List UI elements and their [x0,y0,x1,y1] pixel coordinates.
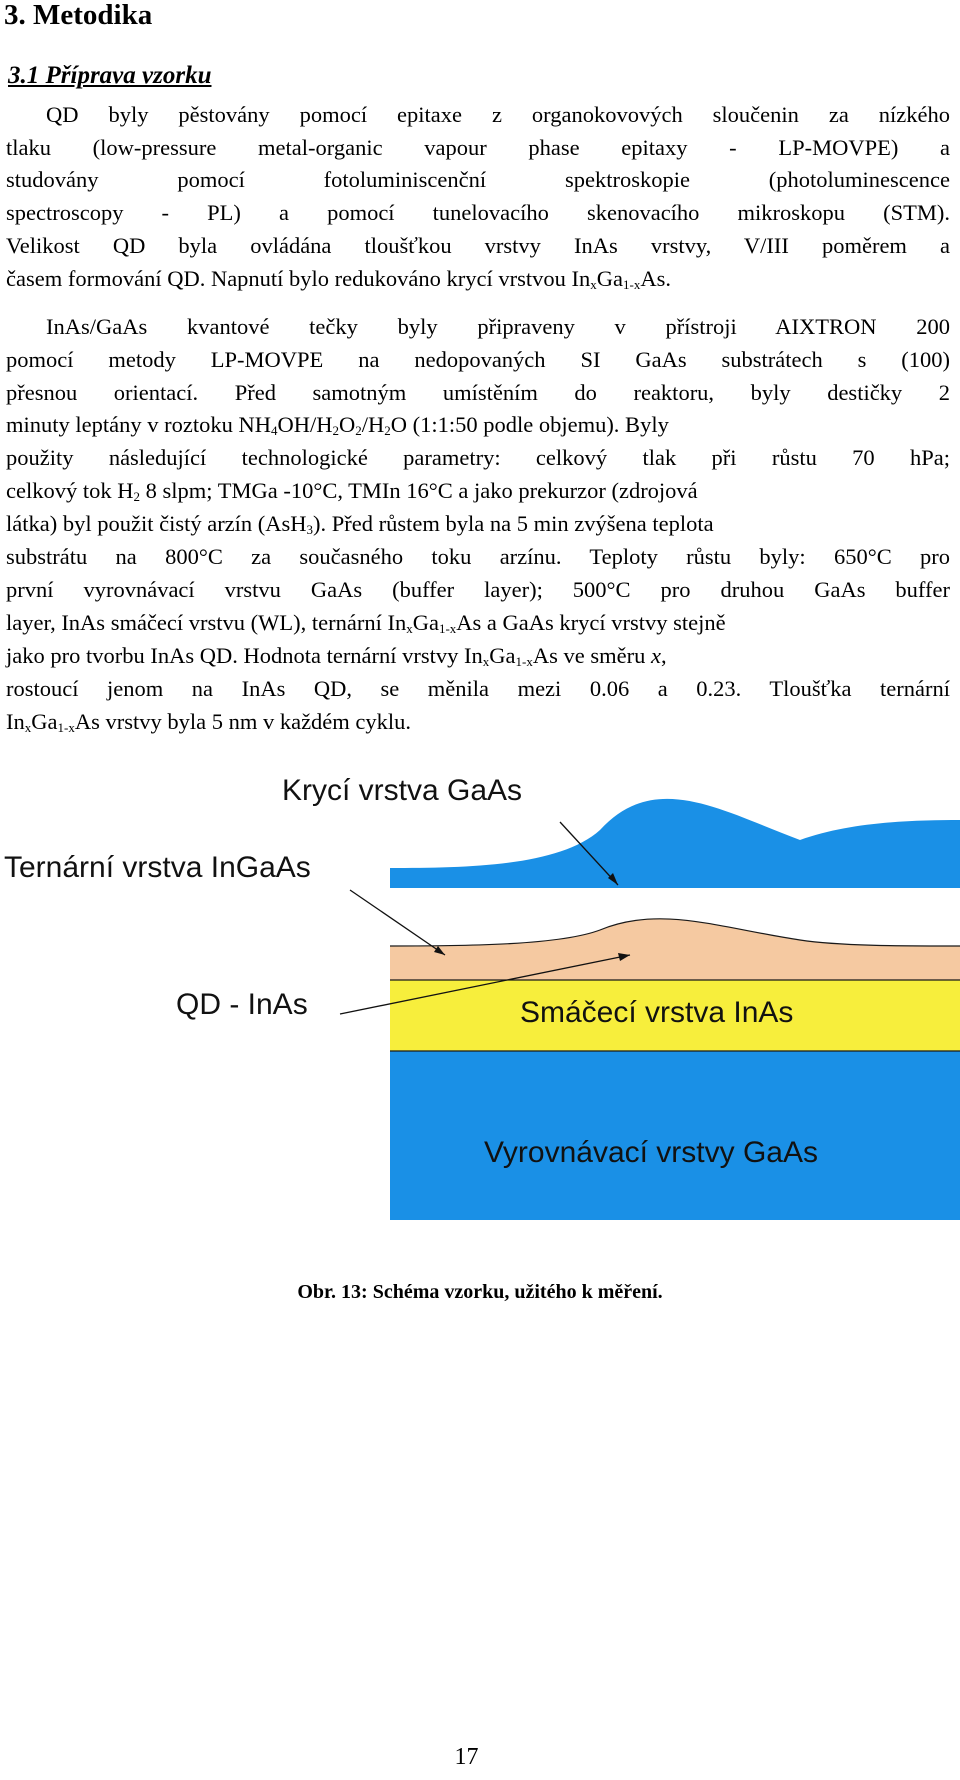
text-segment: As a GaAs krycí vrstvy stejně [456,610,726,635]
text-line: substrátu na 800°C za současného toku arzínu. Teploty růstu byly: 650°C pro [6,544,950,569]
subscript: 2 [384,423,391,438]
subscript: x [24,720,32,735]
text-line [6,705,950,739]
text-segment: As vrstvy byla 5 nm v každém cyklu. [74,709,412,734]
text-segment: O (1:1:50 podle objemu). Byly [390,412,669,437]
text-line: tlaku (low-pressure metal-organic vapour phase epitaxy - LP-MOVPE) a [6,135,950,160]
subscript: 3 [306,522,314,537]
page-number: 17 [454,1744,479,1770]
subscript: 1-x [623,277,641,292]
text-segment: 8 slpm; TMGa -10°C, TMIn 16°C a jako prekurzor (zdrojová [139,478,698,503]
text-line: InAs/GaAs kvantové tečky byly připraveny v přístroji AIXTRON 200 [46,314,950,339]
text-line: QD byly pěstovány pomocí epitaxe z organokovových sloučenin za nízkého [46,102,950,127]
text-line: použity následující technologické parametry: celkový tlak při růstu 70 hPa; [6,445,950,470]
sample-structure-diagram [0,770,960,1270]
subsection-heading: 3.1 Příprava vzorku [8,62,212,89]
figure-caption: Obr. 13: Schéma vzorku, užitého k měření. [297,1281,663,1303]
subscript: x [482,654,490,669]
section-heading: 3. Metodika [4,0,153,31]
text-segment: ). Před růstem byla na 5 min zvýšena teplota [313,511,714,536]
text-segment: celkový tok H [6,478,134,503]
text-segment: Ga [412,610,439,635]
text-line [6,639,950,673]
leader-line-ternary [350,890,445,955]
label-ternary-layer: Ternární vrstva InGaAs [4,851,311,884]
subscript: 1-x [57,720,75,735]
text-line: pomocí metody LP-MOVPE na nedopovaných SI GaAs substrátech s (100) [6,347,950,372]
text-line [6,474,950,508]
text-segment: As. [640,266,671,291]
italic-variable: x [651,643,661,668]
text-segment: jako pro tvorbu InAs QD. Hodnota ternární vrstvy In [6,643,483,668]
text-segment: O [338,412,356,437]
text-segment: As ve směru [532,643,651,668]
text-segment: minuty leptány v roztoku NH [6,412,271,437]
text-line [6,262,950,296]
text-segment: látka) byl použit čistý arzín (AsH [6,511,307,536]
text-segment: In [6,709,25,734]
text-segment: layer, InAs smáčecí vrstvu (WL), ternární In [6,610,407,635]
text-segment: Ga [31,709,58,734]
subscript: x [406,621,413,636]
text-line: studovány pomocí fotoluminiscenční spektroskopie (photoluminescence [6,167,950,192]
subscript: 2 [133,489,140,504]
label-buffer-layer: Vyrovnávací vrstvy GaAs [484,1136,818,1169]
cap-layer-gaas [390,799,960,888]
text-line [6,606,950,640]
text-segment: Ga [489,643,516,668]
ternary-layer-ingaas [390,919,960,980]
text-line: první vyrovnávací vrstvu GaAs (buffer layer); 500°C pro druhou GaAs buffer [6,577,950,602]
label-wetting-layer: Smáčecí vrstva InAs [520,996,794,1029]
label-qd: QD - InAs [176,988,308,1021]
subscript: 4 [270,423,278,438]
subscript: 1-x [515,654,533,669]
subscript: 1-x [438,621,457,636]
label-cap-layer: Krycí vrstva GaAs [282,774,523,807]
text-line [6,408,950,442]
text-segment: /H [361,412,385,437]
text-segment: Ga [596,266,623,291]
text-line: spectroscopy - PL) a pomocí tunelovacího skenovacího mikroskopu (STM). [6,200,950,225]
text-segment: OH/H [277,412,333,437]
text-line: Velikost QD byla ovládána tloušťkou vrstvy InAs vrstvy, V/III poměrem a [6,233,950,258]
text-line: přesnou orientací. Před samotným umístěním do reaktoru, byly destičky 2 [6,380,950,405]
text-line: rostoucí jenom na InAs QD, se měnila mezi 0.06 a 0.23. Tloušťka ternární [6,676,950,701]
subscript: 2 [355,423,362,438]
text-segment: , [661,643,667,668]
text-segment: časem formování QD. Napnutí bylo redukováno krycí vrstvou In [6,266,591,291]
subscript: 2 [332,423,339,438]
subscript: x [590,277,597,292]
text-line [6,507,950,541]
